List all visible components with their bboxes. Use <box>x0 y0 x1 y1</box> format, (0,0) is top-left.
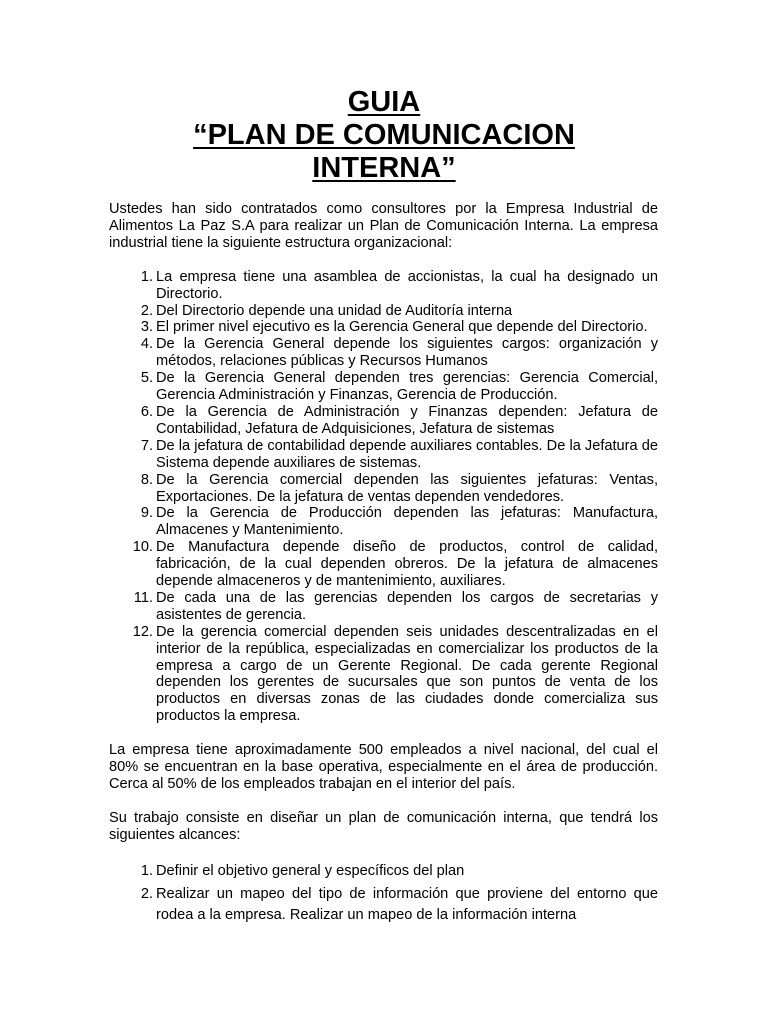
list-item: 1. Definir el objetivo general y específicos del plan <box>140 862 465 879</box>
list-item: 8. De la Gerencia comercial dependen las siguientes jefaturas: Ventas, Exportaciones. De la jefatura de ventas dependen vendedores. <box>140 471 658 505</box>
title-line-1: GUIA <box>347 86 421 118</box>
document-body <box>109 201 658 928</box>
title-line-3: INTERNA” <box>312 152 456 184</box>
list-item: 4. De la Gerencia General depende los siguientes cargos: organización y métodos, relaciones públicas y Recursos Humanos <box>140 336 658 370</box>
intro-paragraph: Ustedes han sido contratados como consultores por la Empresa Industrial de Alimentos La Paz S.A para realizar un Plan de Comunicación Interna. La empresa industrial tiene la siguiente estructura organizacional: <box>109 201 658 251</box>
list-item: 2. Del Directorio depende una unidad de Auditoría interna <box>140 302 513 319</box>
staff-paragraph: La empresa tiene aproximadamente 500 empleados a nivel nacional, del cual el 80% se encuentran en la base operativa, especialmente en el área de producción. Cerca al 50% de los empleados trabajan en el interior del país. <box>109 742 658 792</box>
list-item: 7. De la jefatura de contabilidad depende auxiliares contables. De la Jefatura de Sistema depende auxiliares de sistemas. <box>140 437 658 471</box>
list-item: 10. De Manufactura depende diseño de productos, control de calidad, fabricación, de la cual dependen obreros. De la jefatura de almacenes depende almaceneros y de mantenimiento, auxiliares. <box>132 539 658 590</box>
list-item: 6. De la Gerencia de Administración y Finanzas dependen: Jefatura de Contabilidad, Jefatura de Adquisiciones, Jefatura de sistemas <box>140 403 658 437</box>
list-item: 9. De la Gerencia de Producción dependen las jefaturas: Manufactura, Almacenes y Mantenimiento. <box>140 505 658 539</box>
list-item: 3. El primer nivel ejecutivo es la Gerencia General que depende del Directorio. <box>140 319 648 336</box>
list-item: 11. De cada una de las gerencias dependen los cargos de secretarias y asistentes de gerencia. <box>133 589 658 623</box>
document-title <box>0 86 768 185</box>
list-item: 5. De la Gerencia General dependen tres gerencias: Gerencia Comercial, Gerencia Administración y Finanzas, Gerencia de Producción. <box>140 370 658 404</box>
structure-list <box>109 269 658 725</box>
title-line-2: “PLAN DE COMUNICACION <box>193 119 575 151</box>
list-item: 12. De la gerencia comercial dependen seis unidades descentralizadas en el interior de la república, especializadas en comercializar los productos de la empresa a cargo de un Gerente Regional. De cada gerente Regional dependen los gerentes de sucursales que son puntos de venta de los productos en diversas zonas de las ciudades donde comercializa sus productos la empresa. <box>132 623 658 725</box>
scope-list <box>109 861 658 926</box>
task-paragraph: Su trabajo consiste en diseñar un plan de comunicación interna, que tendrá los siguientes alcances: <box>109 809 658 843</box>
list-item: 1. La empresa tiene una asamblea de accionistas, la cual ha designado un Directorio. <box>140 268 658 302</box>
list-item: 2. Realizar un mapeo del tipo de información que proviene del entorno que rodea a la empresa. Realizar un mapeo de la información interna <box>140 885 658 923</box>
